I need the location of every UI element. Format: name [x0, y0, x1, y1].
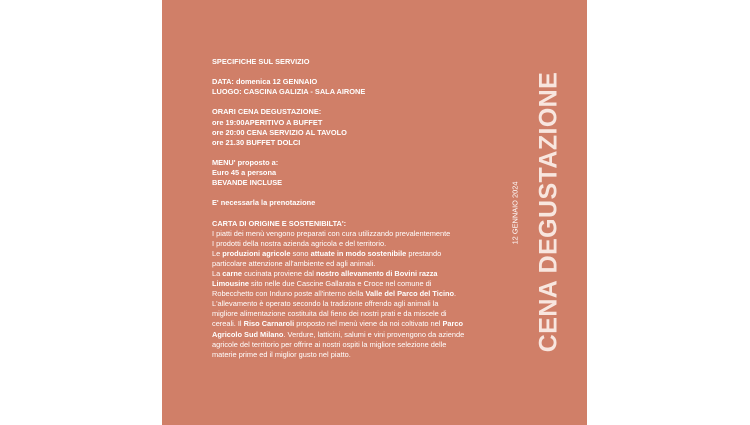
booking-note: E' necessarla la prenotazione [212, 198, 316, 208]
section-title: SPECIFICHE SUL SERVIZIO [212, 57, 310, 66]
hours-item: ore 20:00 CENA SERVIZIO AL TAVOLO [212, 127, 347, 137]
hours-title: ORARI CENA DEGUSTAZIONE: [212, 107, 322, 117]
event-card [162, 0, 587, 425]
date-line: DATA: domenica 12 GENNAIO [212, 77, 318, 87]
vertical-date: 12 GENNAIO 2024 [510, 181, 520, 245]
menu-title: MENU' proposto a: [212, 157, 279, 167]
menu-price: Euro 45 a persona [212, 168, 277, 178]
origin-paragraph: I piatti dei menù vengono preparati con cura utilizzando prevalentemente I prodotti della nostra azienda agricola e del territorio. Le produzioni agricole sono attuate in modo sostenibile prestando particolare attenzione all'ambiente ed agli animali. La carne cucinata proviene dal nostro allevamento di Bovini razza Limousine sito nelle due Cascine Gallarata e Croce nel comune di Robecchetto con Induno poste all'interno della Valle del Parco del Ticino. L'allevamento è operato secondo la tradizione offrendo agli animali la migliore alimentazione costituita dal fieno dei nostri prati e da miscele di cereali. Il Riso Carnaroli proposto nel menù viene da noi coltivato nel Parco Agricolo Sud Milano. Verdure, latticini, salumi e vini provengono da aziende agricole del territorio per offrire ai nostri ospiti la migliore selezione delle materie prime ed il miglior gusto nel piatto. [212, 228, 465, 359]
hours-item: ore 21.30 BUFFET DOLCI [212, 137, 301, 147]
details-text-block [212, 57, 504, 360]
origin-title: CARTA DI ORIGINE E SOSTENIBILTA': [212, 218, 347, 228]
menu-drinks: BEVANDE INCLUSE [212, 178, 283, 188]
location-line: LUOGO: CASCINA GALIZIA - SALA AIRONE [212, 87, 366, 97]
hours-item: ore 19:00APERITIVO A BUFFET [212, 117, 323, 127]
vertical-title: CENA DEGUSTAZIONE [534, 71, 563, 353]
